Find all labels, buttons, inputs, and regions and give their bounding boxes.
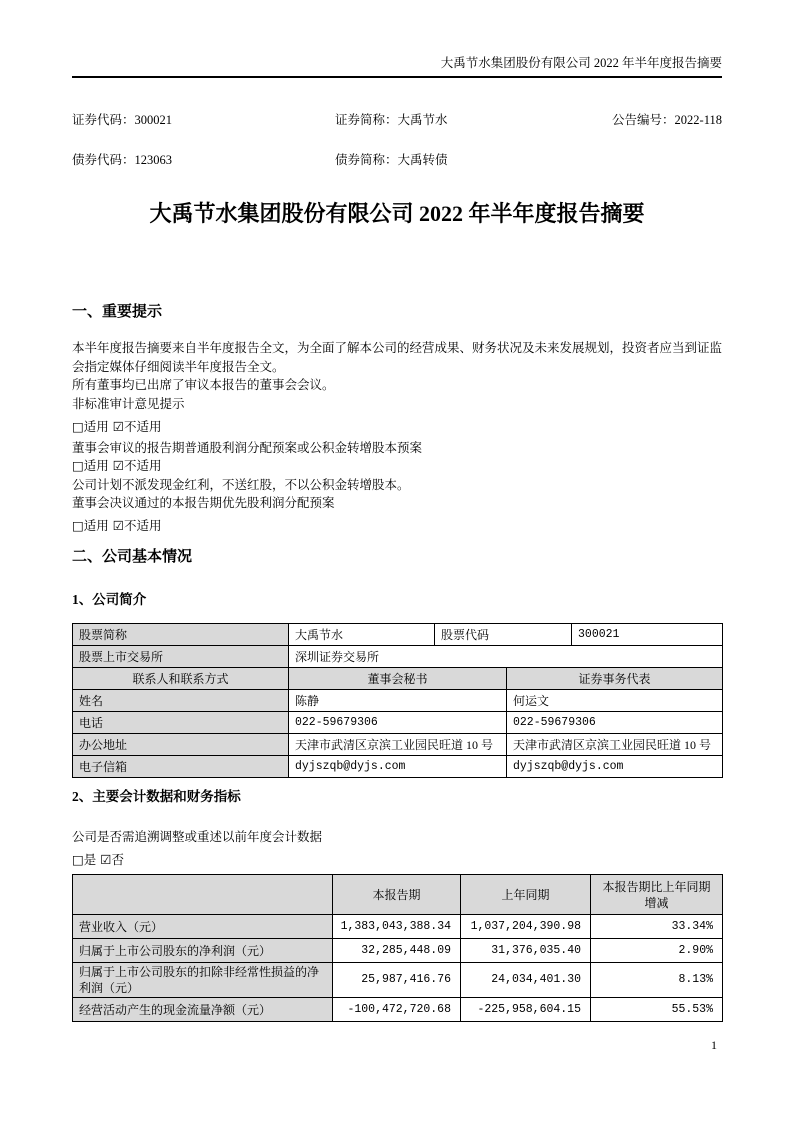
bond-meta-row <box>72 152 722 168</box>
phone-label-cell: 电话 <box>73 712 289 734</box>
net-profit-change-cell: 2.90% <box>591 939 723 963</box>
secretary-phone-cell: 022-59679306 <box>289 712 507 734</box>
bond-meta-spacer <box>598 152 722 168</box>
financials-row-deducted-profit <box>73 963 723 998</box>
secretary-name-cell: 陈静 <box>289 690 507 712</box>
financials-header-blank-cell <box>73 875 333 915</box>
revenue-label-cell: 营业收入（元） <box>73 915 333 939</box>
representative-phone-cell: 022-59679306 <box>507 712 723 734</box>
restatement-checkbox: □是 ☑否 <box>72 851 124 867</box>
applicability-checkbox-dividend: □适用 ☑不适用 <box>72 458 162 473</box>
financials-row-cash-flow <box>73 998 723 1022</box>
cash-flow-change-cell: 55.53% <box>591 998 723 1022</box>
table-row-phone <box>73 712 723 734</box>
revenue-current-cell: 1,383,043,388.34 <box>333 915 461 939</box>
dividend-plan-line: 董事会审议的报告期普通股利润分配预案或公积金转增股本预案 <box>72 440 423 455</box>
section-heading-company-basics: 二、公司基本情况 <box>72 549 193 565</box>
table-row-email <box>73 756 723 778</box>
net-profit-prior-cell: 31,376,035.40 <box>461 939 591 963</box>
name-label-cell: 姓名 <box>73 690 289 712</box>
table-row-exchange <box>73 646 723 668</box>
page-title: 大禹节水集团股份有限公司 2022 年半年度报告摘要 <box>149 201 645 226</box>
deducted-profit-change-cell: 8.13% <box>591 963 723 998</box>
financials-header-current-cell: 本报告期 <box>333 875 461 915</box>
financials-row-revenue <box>73 915 723 939</box>
address-label-cell: 办公地址 <box>73 734 289 756</box>
non-standard-audit-line: 非标准审计意见提示 <box>72 396 185 411</box>
exchange-value-cell: 深圳证券交易所 <box>289 646 723 668</box>
subsection-heading-company-profile: 1、公司简介 <box>72 592 147 607</box>
table-row-stock <box>73 624 723 646</box>
stock-abbr-value-cell: 大禹节水 <box>289 624 435 646</box>
intro-paragraph: 本半年度报告摘要来自半年度报告全文，为全面了解本公司的经营成果、财务状况及未来发展规划，投资者应当到证监会指定媒体仔细阅读半年度报告全文。 <box>72 341 723 374</box>
cash-flow-label-cell: 经营活动产生的现金流量净额（元） <box>73 998 333 1022</box>
representative-email-cell: dyjszqb@dyjs.com <box>507 756 723 778</box>
financials-header-prior-cell: 上年同期 <box>461 875 591 915</box>
cash-flow-current-cell: -100,472,720.68 <box>333 998 461 1022</box>
preferred-dividend-line: 董事会决议通过的本报告期优先股利润分配预案 <box>72 496 335 510</box>
table-row-contact-header <box>73 668 723 690</box>
deducted-profit-current-cell: 25,987,416.76 <box>333 963 461 998</box>
net-profit-current-cell: 32,285,448.09 <box>333 939 461 963</box>
contact-header-cell: 联系人和联系方式 <box>73 668 289 690</box>
subsection-heading-key-financials: 2、主要会计数据和财务指标 <box>72 789 241 804</box>
representative-address-cell: 天津市武清区京滨工业园民旺道 10 号 <box>507 734 723 756</box>
section-heading-important-notice: 一、重要提示 <box>72 304 163 320</box>
net-profit-label-cell: 归属于上市公司股东的净利润（元） <box>73 939 333 963</box>
representative-name-cell: 何运文 <box>507 690 723 712</box>
securities-code: 证券代码：300021 <box>72 113 173 127</box>
applicability-checkbox-preferred: □适用 ☑不适用 <box>72 517 162 533</box>
deducted-profit-prior-cell: 24,034,401.30 <box>461 963 591 998</box>
page-number: 1 <box>711 1038 717 1052</box>
no-dividend-line: 公司计划不派发现金红利，不送红股，不以公积金转增股本。 <box>72 477 410 492</box>
exchange-label-cell: 股票上市交易所 <box>73 646 289 668</box>
directors-attendance-line: 所有董事均已出席了审议本报告的董事会会议。 <box>72 378 335 392</box>
running-header: 大禹节水集团股份有限公司 2022 年半年度报告摘要 <box>72 55 722 78</box>
financials-row-net-profit <box>73 939 723 963</box>
securities-meta-row <box>72 112 722 128</box>
deducted-profit-label-cell: 归属于上市公司股东的扣除非经常性损益的净利润（元） <box>73 963 333 998</box>
cash-flow-prior-cell: -225,958,604.15 <box>461 998 591 1022</box>
financials-header-change-cell: 本报告期比上年同期增减 <box>591 875 723 915</box>
securities-abbr: 证券简称：大禹节水 <box>335 113 448 127</box>
bond-code: 债券代码：123063 <box>72 153 173 167</box>
company-info-table <box>72 623 723 778</box>
stock-abbr-label-cell: 股票简称 <box>73 624 289 646</box>
applicability-checkbox-audit: □适用 ☑不适用 <box>72 419 162 434</box>
representative-header-cell: 证券事务代表 <box>507 668 723 690</box>
key-financials-table <box>72 874 723 1022</box>
table-row-name <box>73 690 723 712</box>
revenue-change-cell: 33.34% <box>591 915 723 939</box>
secretary-address-cell: 天津市武清区京滨工业园民旺道 10 号 <box>289 734 507 756</box>
email-label-cell: 电子信箱 <box>73 756 289 778</box>
financials-header-row <box>73 875 723 915</box>
stock-code-value-cell: 300021 <box>572 624 723 646</box>
restatement-question: 公司是否需追溯调整或重述以前年度会计数据 <box>72 830 323 844</box>
revenue-prior-cell: 1,037,204,390.98 <box>461 915 591 939</box>
bond-abbr: 债券简称：大禹转债 <box>335 153 448 167</box>
stock-code-label-cell: 股票代码 <box>435 624 572 646</box>
secretary-email-cell: dyjszqb@dyjs.com <box>289 756 507 778</box>
announcement-number: 公告编号：2022-118 <box>612 113 722 127</box>
secretary-header-cell: 董事会秘书 <box>289 668 507 690</box>
table-row-address <box>73 734 723 756</box>
